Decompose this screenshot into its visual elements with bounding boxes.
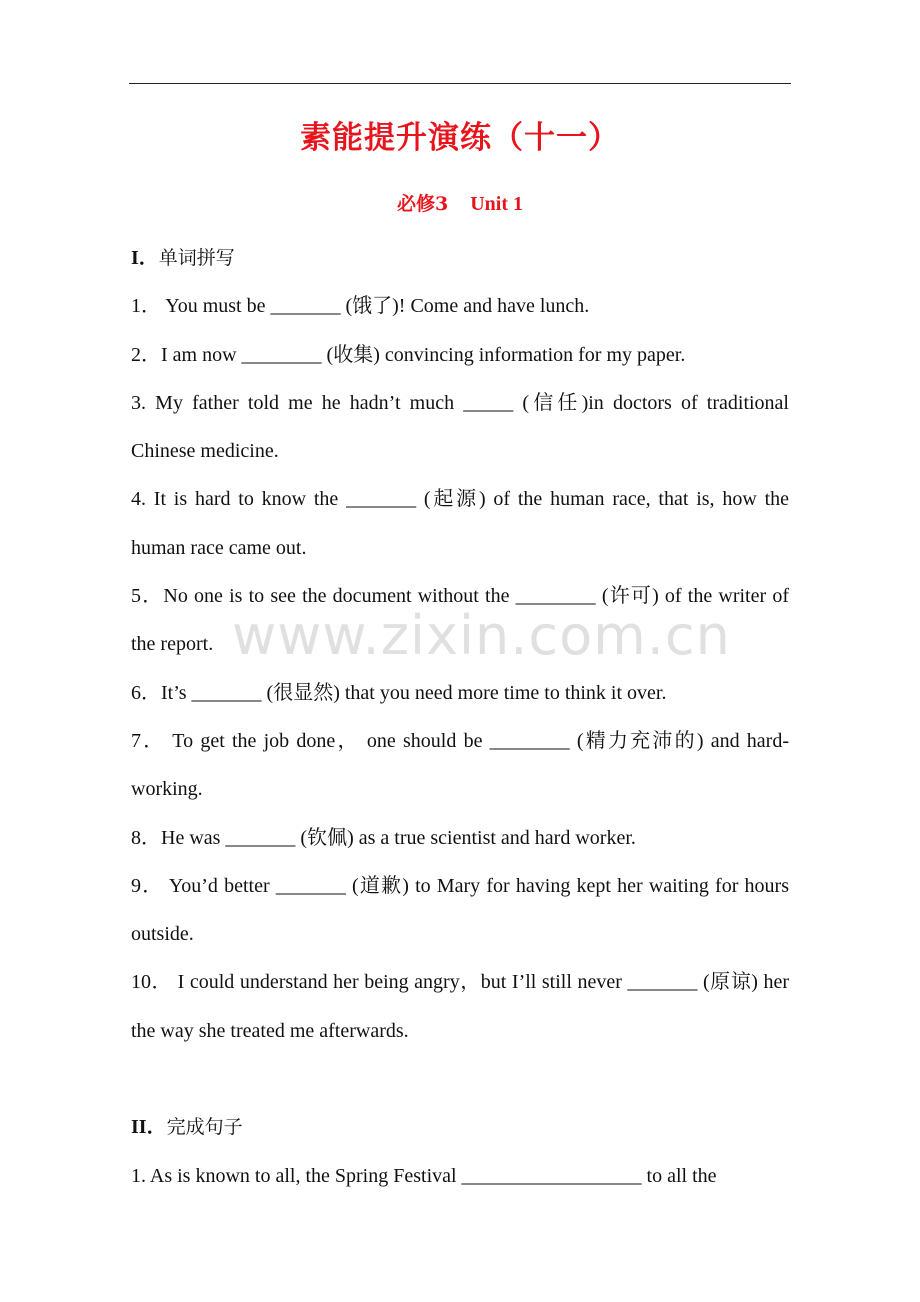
page-subtitle	[0, 189, 920, 216]
page-title: 素能提升演练（十一）	[300, 120, 620, 156]
section-heading-2	[131, 1103, 789, 1151]
header-rule	[129, 83, 791, 84]
section-title: 完成句子	[166, 1116, 243, 1139]
exercise-item: 5．No one is to see the document without the ________ (许可) of the writer of the report.	[131, 585, 789, 656]
exercise-item: 3. My father told me he hadn’t much _____ (信任)in doctors of traditional Chinese medicine.	[131, 391, 789, 463]
exercise-item: 1． You must be _______ (饿了)! Come and have lunch.	[131, 295, 590, 318]
exercise-item: 6．It’s _______ (很显然) that you need more time to think it over.	[131, 681, 667, 704]
section-roman: II．	[131, 1116, 167, 1139]
section-roman: I．	[131, 247, 159, 269]
section-title: 单词拼写	[158, 247, 235, 269]
watermark: www.zixin.com.cn	[232, 604, 731, 667]
exercise-item: 2．I am now ________ (收集) convincing information for my paper.	[131, 343, 686, 366]
subtitle-book: 必修3	[396, 193, 449, 215]
exercise-content	[131, 234, 789, 1200]
exercise-item: 9． You’d better _______ (道歉) to Mary for having kept her waiting for hours outside.	[131, 874, 789, 946]
exercise-item: 7． To get the job done， one should be ________ (精力充沛的) and hard-working.	[131, 729, 789, 801]
exercise-item: 1. As is known to all, the Spring Festival __________________ to all the	[131, 1164, 717, 1187]
exercise-item: 8．He was _______ (钦佩) as a true scientist and hard worker.	[131, 826, 636, 849]
section-gap	[131, 1055, 789, 1103]
section-heading-1	[131, 234, 789, 282]
exercise-item: 4. It is hard to know the _______ (起源) of the human race, that is, how the human race came out.	[131, 488, 789, 559]
exercise-item: 10． I could understand her being angry，but I’ll still never _______ (原谅) her the way she treated me afterwards.	[131, 971, 789, 1042]
subtitle-unit: Unit 1	[470, 193, 524, 215]
